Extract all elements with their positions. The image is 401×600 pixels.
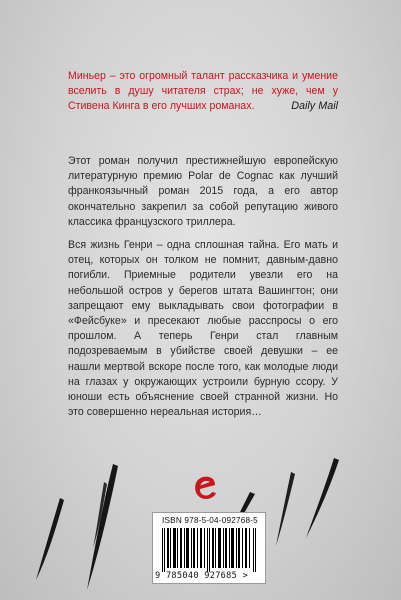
scratch-mark: [36, 498, 64, 580]
synopsis-paragraph: Вся жизнь Генри – одна сплошная тайна. Его мать и отец, которых он толком не помнит, давным-давно погибли. Приемные родители увезли его на небольшой остров у берегов штата Вашингтон; они запрещают ему выкладывать свои фотографии в «Фейсбуке» и пресекают любые расспросы о его прошлом. А теперь Генри стал главным подозреваемым в убийстве своей девушки – ее нашли мертвой вскоре после того, как молодые люди на глазах у окружающих устроили бурную ссору. У юноши есть объяснение своей странной жизни. Но это совершенно нереальная история…: [68, 239, 338, 419]
scratch-mark: [87, 464, 118, 590]
barcode-bars: [160, 528, 258, 572]
review-quote: Миньер – это огромный талант рассказчика и умение вселить в душу читателя страх; не хуже, чем у Стивена Кинга в его лучших романах.: [68, 70, 338, 113]
barcode-panel: [152, 512, 266, 584]
barcode-digits: 9 785040 927685 >: [155, 571, 249, 581]
quote-source: Daily Mail: [291, 100, 338, 112]
isbn-text: ISBN 978-5-04-092768-5: [162, 516, 258, 525]
award-paragraph: Этот роман получил престижнейшую европейскую литературную премию Polar de Cognac как лучший франкоязычный роман 2015 года, а его автор окончательно закрепил за собой репутацию живого классика французского триллера.: [68, 155, 338, 228]
scratch-mark: [276, 472, 295, 546]
eksmo-e-icon: [193, 474, 219, 502]
scratch-mark: [306, 458, 339, 538]
